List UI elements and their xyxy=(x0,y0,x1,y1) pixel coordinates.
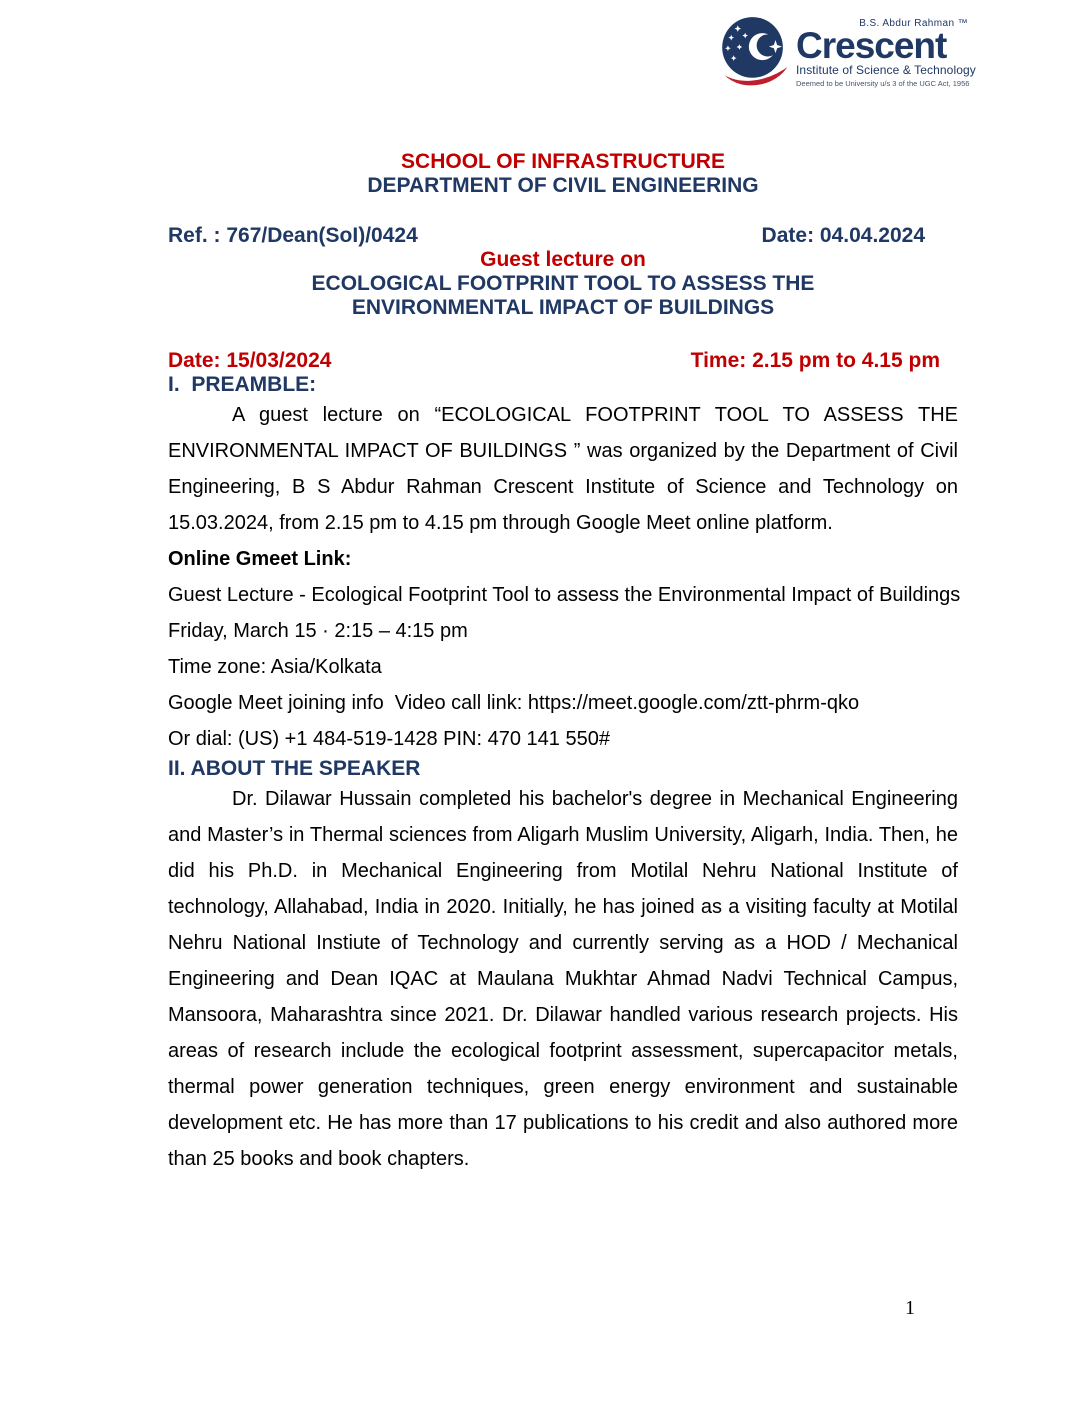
gmeet-dial-info: Or dial: (US) +1 484-519-1428 PIN: 470 141 550# xyxy=(168,728,610,750)
gmeet-timezone: Time zone: Asia/Kolkata xyxy=(168,656,382,678)
preamble-paragraph: A guest lecture on “ECOLOGICAL FOOTPRINT TOOL TO ASSESS THE ENVIRONMENTAL IMPACT OF BUILDINGS ” was organized by the Department of Civil Engineering, B S Abdur Rahman Crescent Institute of Science and Technology on 15.03.2024, from 2.15 pm to 4.15 pm through Google Meet online platform. xyxy=(168,404,958,534)
event-title-line2: ENVIRONMENTAL IMPACT OF BUILDINGS xyxy=(351,296,775,319)
ref-date-row xyxy=(168,224,958,248)
event-time: Time: 2.15 pm to 4.15 pm xyxy=(690,349,940,372)
speaker-heading: II. ABOUT THE SPEAKER xyxy=(168,757,421,780)
school-heading: SCHOOL OF INFRASTRUCTURE xyxy=(401,150,725,173)
logo-brand-subtitle: Institute of Science & Technology xyxy=(796,63,976,77)
gmeet-video-link: Google Meet joining info Video call link: https://meet.google.com/ztt-phrm-qko xyxy=(168,692,860,714)
gmeet-link-label: Online Gmeet Link: xyxy=(168,548,352,570)
event-date: Date: 15/03/2024 xyxy=(168,349,332,372)
document-body xyxy=(168,150,961,1177)
logo-brand-name: Crescent xyxy=(796,25,947,66)
department-heading: DEPARTMENT OF CIVIL ENGINEERING xyxy=(367,174,759,197)
issue-date: Date: 04.04.2024 xyxy=(761,224,925,247)
page-number: 1 xyxy=(905,1297,915,1319)
gmeet-schedule: Friday, March 15 · 2:15 – 4:15 pm xyxy=(168,620,468,642)
preamble-heading: I. PREAMBLE: xyxy=(168,373,317,396)
logo-text xyxy=(796,13,976,88)
event-date-time-row xyxy=(168,349,958,373)
crescent-emblem-icon xyxy=(714,13,796,95)
event-title-line1: ECOLOGICAL FOOTPRINT TOOL TO ASSESS THE xyxy=(311,272,815,295)
gmeet-lecture-title: Guest Lecture - Ecological Footprint Tool to assess the Environmental Impact of Buildings xyxy=(168,584,961,606)
logo-brand-small: B.S. Abdur Rahman ™ xyxy=(859,18,968,29)
ref-number: Ref. : 767/Dean(SoI)/0424 xyxy=(168,224,418,247)
institute-logo xyxy=(714,13,976,95)
event-kicker: Guest lecture on xyxy=(480,248,646,271)
logo-brand-tagline: Deemed to be University u/s 3 of the UGC Act, 1956 xyxy=(796,79,970,88)
speaker-paragraph: Dr. Dilawar Hussain completed his bachelor's degree in Mechanical Engineering and Master’s in Thermal sciences from Aligarh Muslim University, Aligarh, India. Then, he did his Ph.D. in Mechanical Engineering from Motilal Nehru National Institute of technology, Allahabad, India in 2020. Initially, he has joined as a visiting faculty at Motilal Nehru National Instiute of Technology and currently serving as a HOD / Mechanical Engineering and Dean IQAC at Maulana Mukhtar Ahmad Nadvi Technical Campus, Mansoora, Maharashtra since 2021. Dr. Dilawar handled various research projects. His areas of research include the ecological footprint assessment, supercapacitor metals, thermal power generation techniques, green energy environment and sustainable development etc. He has more than 17 publications to his credit and also authored more than 25 books and book chapters. xyxy=(168,788,958,1170)
